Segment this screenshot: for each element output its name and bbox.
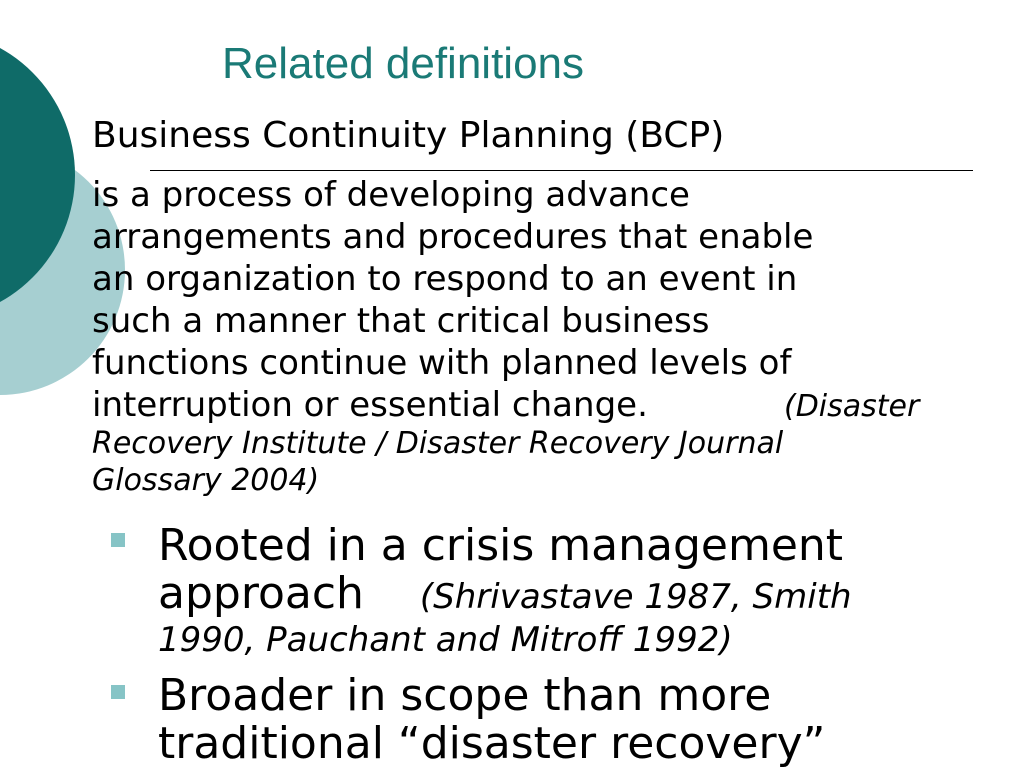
definition-line: functions continue with planned levels of — [92, 343, 792, 383]
definition-line: is a process of developing advance — [92, 175, 690, 215]
definition-line: an organization to respond to an event in — [92, 259, 798, 299]
citation-line: Glossary 2004) — [92, 463, 320, 498]
citation-line: (Disaster — [784, 389, 920, 424]
citation-line: Recovery Institute / Disaster Recovery Journal — [92, 426, 784, 461]
subtitle: Business Continuity Planning (BCP) — [92, 115, 725, 156]
bullet-item-line: Broader in scope than more — [158, 670, 772, 721]
slide-title: Related definitions — [222, 39, 585, 88]
bullet-item-line — [158, 570, 852, 621]
bullet-citation: 1990, Pauchant and Mitroff 1992) — [158, 620, 733, 660]
bullet-square-icon — [111, 533, 125, 547]
definition-line: such a manner that critical business — [92, 301, 710, 341]
definition-line: arrangements and procedures that enable — [92, 217, 814, 257]
bullet-square-icon — [111, 685, 125, 699]
subtitle-underline — [150, 170, 973, 171]
bullet-item-text: approach — [158, 568, 364, 619]
bullet-citation: (Shrivastave 1987, Smith — [419, 577, 852, 617]
bullet-item-line: Rooted in a crisis management — [158, 520, 844, 571]
definition-line: interruption or essential change. — [92, 385, 648, 425]
bullet-item-line: traditional “disaster recovery” — [158, 718, 826, 768]
